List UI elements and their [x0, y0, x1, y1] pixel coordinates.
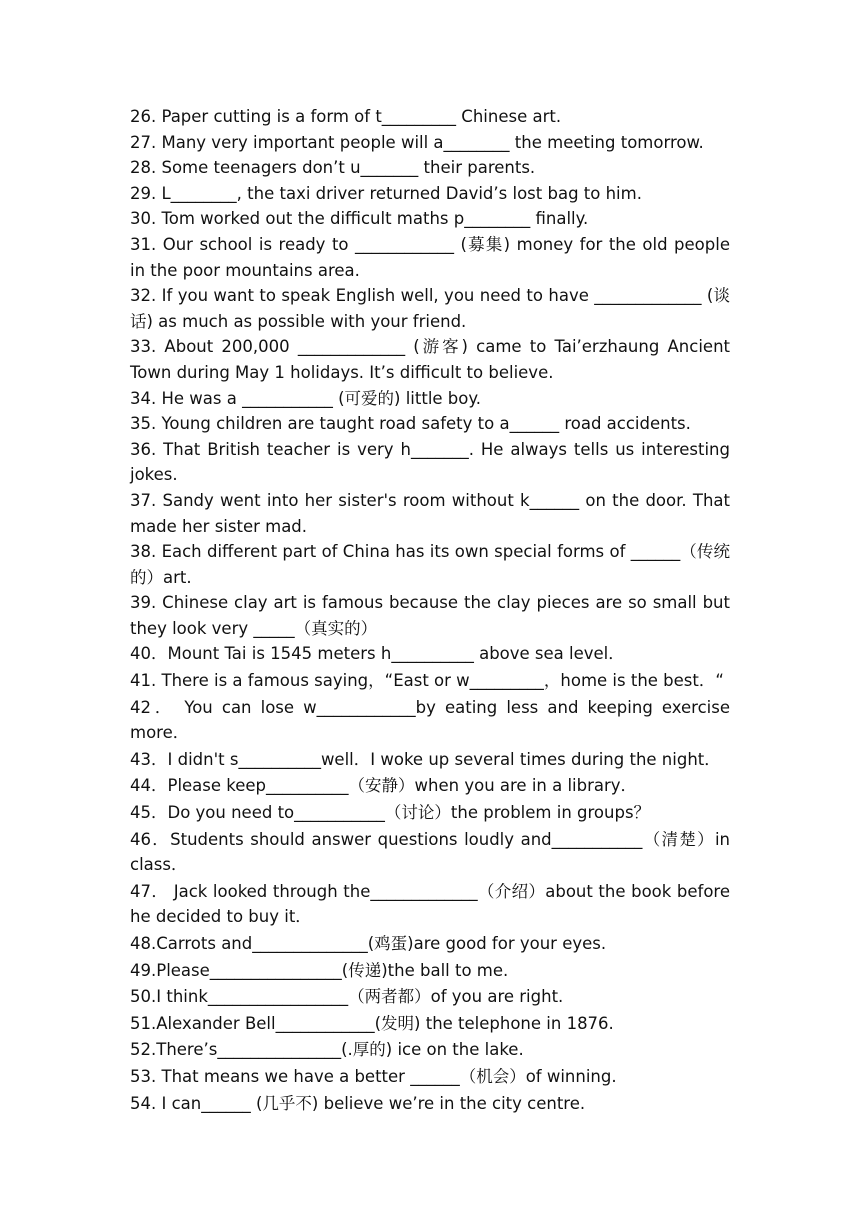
question-36: 36. That British teacher is very h_______. He always tells us interesting jokes. [130, 439, 730, 485]
question-52: 52.There’s_______________(.厚的) ice on the lake. [130, 1040, 524, 1060]
question-44: 44．Please keep__________（安静）when you are in a library． [130, 776, 638, 796]
question-51: 51.Alexander Bell____________(发明) the telephone in 1876. [130, 1013, 614, 1033]
question-48: 48.Carrots and______________(鸡蛋)are good for your eyes. [130, 934, 607, 953]
question-29: 29. L________, the taxi driver returned David’s lost bag to him. [130, 183, 642, 203]
question-27: 27. Many very important people will a________ the meeting tomorrow. [130, 132, 704, 152]
question-46: 46．Students should answer questions loudly and___________（清楚）in class． [130, 829, 730, 875]
question-41: 41. There is a famous saying，“East or w_________，home is the best．“ [130, 671, 724, 691]
question-42: 42． You can lose w____________by eating less and keeping exercise more． [130, 697, 730, 743]
question-31: 31. Our school is ready to ____________ (募集) money for the old people in the poor mountains area. [130, 234, 730, 280]
question-38: 38. Each different part of China has its own special forms of ______（传统的）art. [130, 542, 730, 587]
question-53: 53. That means we have a better ______（机会）of winning. [130, 1066, 617, 1086]
question-49: 49.Please________________(传递)the ball to me. [130, 960, 509, 980]
question-34: 34. He was a ___________ (可爱的) little boy. [130, 388, 482, 408]
question-40: 40．Mount Tai is 1545 meters h__________ above sea level． [130, 644, 625, 664]
question-28: 28. Some teenagers don’t u_______ their parents. [130, 158, 536, 178]
question-50: 50.I think_________________（两者都）of you are right. [130, 987, 564, 1007]
question-47: 47． Jack looked through the_____________（介绍）about the book before he decided to buy it． [130, 881, 730, 927]
worksheet-page [130, 104, 730, 1117]
question-37: 37. Sandy went into her sister's room without k______ on the door. That made her sister mad. [130, 490, 730, 536]
question-45: 45．Do you need to___________（讨论）the problem in groups？ [130, 803, 651, 823]
question-30: 30. Tom worked out the difficult maths p________ finally. [130, 209, 589, 229]
question-43: 43．I didn't s__________well．I woke up several times during the night． [130, 749, 721, 769]
question-35: 35. Young children are taught road safety to a______ road accidents. [130, 414, 691, 434]
question-32: 32. If you want to speak English well, you need to have _____________ (谈话) as much as possible with your friend. [130, 286, 730, 331]
question-26: 26. Paper cutting is a form of t_________ Chinese art. [130, 107, 562, 126]
question-33: 33. About 200,000 _____________ (游客) came to Tai’erzhaung Ancient Town during May 1 holidays. It’s difficult to believe. [130, 337, 730, 382]
question-54: 54. I can______ (几乎不) believe we’re in the city centre. [130, 1093, 586, 1113]
question-39: 39. Chinese clay art is famous because the clay pieces are so small but they look very _____（真实的） [130, 593, 730, 638]
